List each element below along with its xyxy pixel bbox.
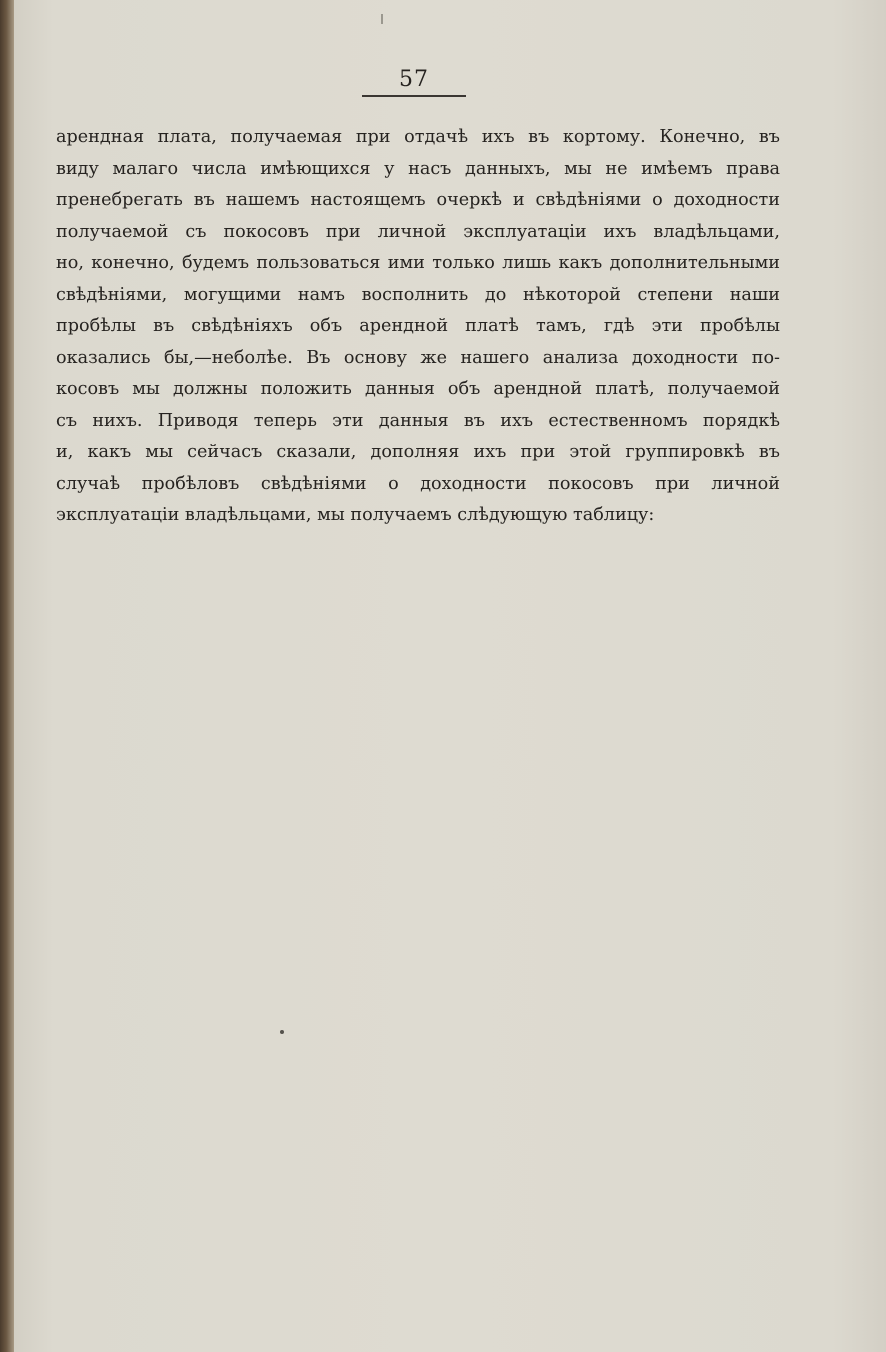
- text-line: свѣдѣніями, могущими намъ восполнить до нѣкоторой степени наши: [56, 284, 780, 305]
- text-line: пренебрегать въ нашемъ настоящемъ очеркѣ и свѣдѣніями о доходности: [56, 190, 780, 210]
- text-line: виду малаго числа имѣющихся у насъ данныхъ, мы не имѣемъ права: [56, 158, 780, 179]
- print-mark: [381, 14, 383, 24]
- text-line: получаемой съ покосовъ при личной эксплуатаціи ихъ владѣльцами,: [56, 221, 780, 242]
- text-line: оказались бы,—неболѣе. Въ основу же нашего анализа доходности по-: [56, 347, 780, 368]
- book-binding-edge: [0, 0, 14, 1352]
- text-line: арендная плата, получаемая при отдачѣ ихъ въ кортому. Конечно, въ: [56, 127, 780, 147]
- text-line: но, конечно, будемъ пользоваться ими только лишь какъ дополнительными: [56, 253, 780, 273]
- text-line: косовъ мы должны положить данныя объ арендной платѣ, получаемой: [56, 379, 780, 399]
- text-line: и, какъ мы сейчасъ сказали, дополняя ихъ при этой группировкѣ въ: [56, 442, 780, 462]
- paper-speck: [280, 1030, 284, 1034]
- text-line-last: эксплуатаціи владѣльцами, мы получаемъ слѣдующую таблицу:: [56, 505, 655, 525]
- page-number-rule: [362, 95, 466, 97]
- page-number: 57: [399, 67, 429, 92]
- text-line: съ нихъ. Приводя теперь эти данныя въ ихъ естественномъ порядкѣ: [56, 410, 780, 431]
- text-line: случаѣ пробѣловъ свѣдѣніями о доходности покосовъ при личной: [56, 473, 780, 494]
- text-line: пробѣлы въ свѣдѣніяхъ объ арендной платѣ тамъ, гдѣ эти пробѣлы: [56, 316, 780, 336]
- body-text: [56, 122, 780, 532]
